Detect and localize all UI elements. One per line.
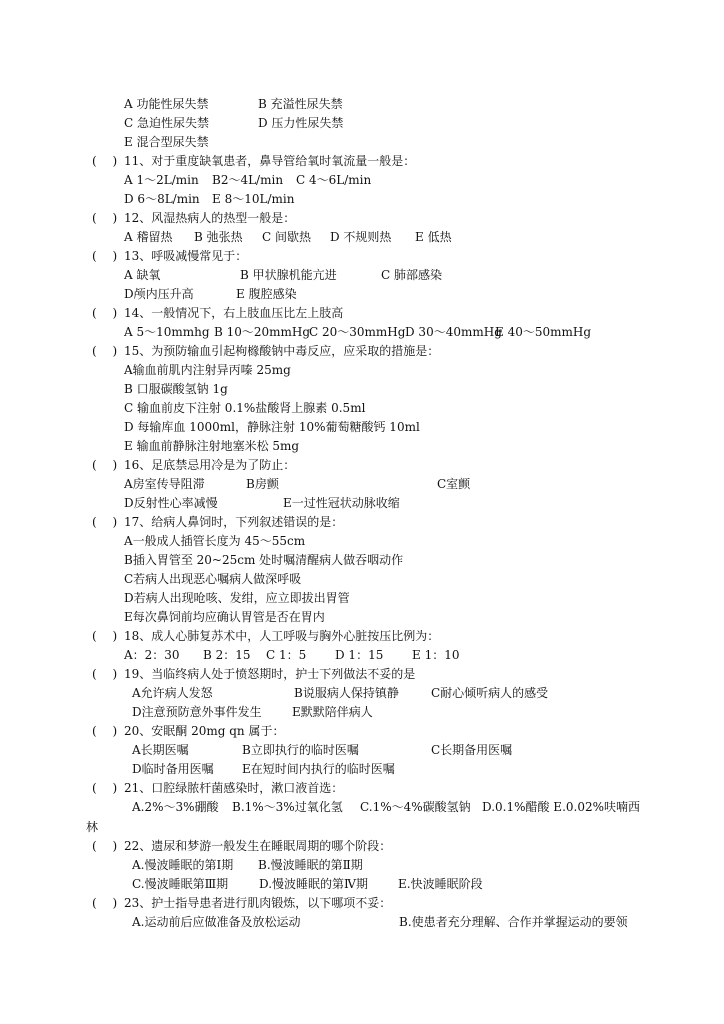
option-text: D 每输库血 1000ml，静脉注射 10%葡萄糖酸钙 10ml: [124, 420, 420, 434]
option-text: C 1：5: [266, 648, 307, 662]
question-text: 17、给病人鼻饲时，下列叙述错误的是：: [124, 515, 344, 529]
option-text: A 1～2L/min: [124, 173, 199, 187]
option-text: B2～4L/min: [212, 173, 284, 187]
option-text: D 压力性尿失禁: [258, 116, 344, 130]
option-text: C室颤: [437, 477, 471, 491]
option-text: E 1：10: [412, 648, 460, 662]
option-text: E 40～50mmHg: [495, 325, 592, 339]
option-text: C若病人出现恶心嘱病人做深呼吸: [124, 572, 302, 586]
option-text: D.0.1%醋酸 E.0.02%呋喃西: [482, 800, 641, 814]
question-text: 12、风湿热病人的热型一般是：: [124, 211, 296, 225]
answer-blank: ( ): [92, 515, 124, 529]
option-text: D临时备用医嘱: [132, 762, 214, 776]
option-text: B插入胃管至 20~25cm 处时嘱清醒病人做吞咽动作: [124, 553, 404, 567]
option-text: A.运动前后应做准备及放松运动: [132, 915, 301, 929]
option-text: D若病人出现呛咳、发绀，应立即拔出胃管: [124, 591, 350, 605]
option-text: A 稽留热: [124, 230, 173, 244]
option-text: C长期备用医嘱: [431, 743, 513, 757]
question-text: 19、当临终病人处于愤怒期时，护士下列做法不妥的是: [124, 667, 416, 681]
option-text: C 肺部感染: [381, 268, 442, 282]
option-text: B.使患者充分理解、合作并掌握运动的要领: [399, 915, 628, 929]
option-text: D 30～40mmHg: [405, 325, 502, 339]
option-text: C耐心倾听病人的感受: [431, 686, 549, 700]
option-text: A.2%～3%硼酸: [132, 800, 219, 814]
option-text: D颅内压升高: [124, 287, 194, 301]
question-text: 15、为预防输血引起枸橼酸钠中毒反应，应采取的措施是：: [124, 344, 440, 358]
option-text: B 弛张热: [194, 230, 243, 244]
option-text: D.慢波睡眠的第Ⅳ期: [259, 877, 368, 891]
option-text: D 不规则热: [330, 230, 392, 244]
option-text: C 输血前皮下注射 0.1%盐酸肾上腺素 0.5ml: [124, 401, 366, 415]
answer-blank: ( ): [92, 306, 124, 320]
option-text: A 功能性尿失禁: [124, 97, 209, 111]
option-text: A房室传导阻滞: [124, 477, 205, 491]
option-text: C 间歇热: [262, 230, 311, 244]
option-text: B 2：15: [203, 648, 251, 662]
answer-blank: ( ): [92, 667, 124, 681]
option-text: A输血前肌内注射异丙嗪 25mg: [124, 363, 291, 377]
option-text: 林: [86, 820, 99, 834]
question-text: 21、口腔绿脓杆菌感染时，漱口液首选：: [124, 781, 344, 795]
option-text: C.慢波睡眠第Ⅲ期: [132, 877, 229, 891]
answer-blank: ( ): [92, 781, 124, 795]
option-text: B.慢波睡眠的第Ⅱ期: [258, 858, 363, 872]
option-text: E 输血前静脉注射地塞米松 5mg: [124, 439, 300, 453]
answer-blank: ( ): [92, 211, 124, 225]
option-text: C 20～30mmHg: [309, 325, 406, 339]
option-text: A一般成人插管长度为 45～55cm: [124, 534, 306, 548]
option-text: B 10～20mmHg: [214, 325, 311, 339]
question-text: 20、安眠酮 20mg qn 属于：: [124, 724, 285, 738]
option-text: B.1%～3%过氧化氢: [232, 800, 343, 814]
option-text: C 急迫性尿失禁: [124, 116, 209, 130]
question-text: 14、一般情况下，右上肢血压比左上肢高: [124, 306, 344, 320]
option-text: B 充溢性尿失禁: [258, 97, 343, 111]
option-text: E 混合型尿失禁: [124, 135, 209, 149]
option-text: D注意预防意外事件发生: [132, 705, 262, 719]
option-text: B房颤: [246, 477, 279, 491]
option-text: E在短时间内执行的临时医嘱: [242, 762, 395, 776]
option-text: E 腹腔感染: [236, 287, 297, 301]
answer-blank: ( ): [92, 154, 124, 168]
answer-blank: ( ): [92, 344, 124, 358]
question-text: 16、足底禁忌用冷是为了防止：: [124, 458, 296, 472]
option-text: E 8～10L/min: [212, 192, 295, 206]
option-text: E一过性冠状动脉收缩: [283, 496, 400, 510]
option-text: A.慢波睡眠的第Ⅰ期: [132, 858, 234, 872]
option-text: C 4～6L/min: [296, 173, 372, 187]
option-text: D反射性心率减慢: [124, 496, 218, 510]
question-text: 11、对于重度缺氧患者，鼻导管给氧时氧流量一般是：: [124, 154, 416, 168]
option-text: D 6～8L/min: [124, 192, 200, 206]
option-text: E每次鼻饲前均应确认胃管是否在胃内: [124, 610, 325, 624]
option-text: A：2：30: [124, 648, 180, 662]
answer-blank: ( ): [92, 458, 124, 472]
question-text: 22、遗尿和梦游一般发生在睡眠周期的哪个阶段：: [124, 839, 392, 853]
option-text: A允许病人发怒: [132, 686, 213, 700]
option-text: B 口服碳酸氢钠 1g: [124, 382, 228, 396]
answer-blank: ( ): [92, 839, 124, 853]
question-text: 18、成人心肺复苏术中，人工呼吸与胸外心脏按压比例为：: [124, 629, 440, 643]
answer-blank: ( ): [92, 249, 124, 263]
option-text: A 5～10mmhg: [124, 325, 210, 339]
option-text: A长期医嘱: [132, 743, 189, 757]
option-text: B立即执行的临时医嘱: [242, 743, 359, 757]
answer-blank: ( ): [92, 724, 124, 738]
option-text: E.快波睡眠阶段: [398, 877, 483, 891]
option-text: E默默陪伴病人: [292, 705, 373, 719]
option-text: E 低热: [415, 230, 452, 244]
question-text: 13、呼吸减慢常见于：: [124, 249, 248, 263]
question-text: 23、护士指导患者进行肌肉锻炼，以下哪项不妥：: [124, 896, 392, 910]
answer-blank: ( ): [92, 896, 124, 910]
option-text: B 甲状腺机能亢进: [240, 268, 337, 282]
option-text: A 缺氧: [124, 268, 161, 282]
option-text: C.1%～4%碳酸氢钠: [360, 800, 471, 814]
option-text: D 1：15: [335, 648, 384, 662]
option-text: B说服病人保持镇静: [294, 686, 399, 700]
answer-blank: ( ): [92, 629, 124, 643]
